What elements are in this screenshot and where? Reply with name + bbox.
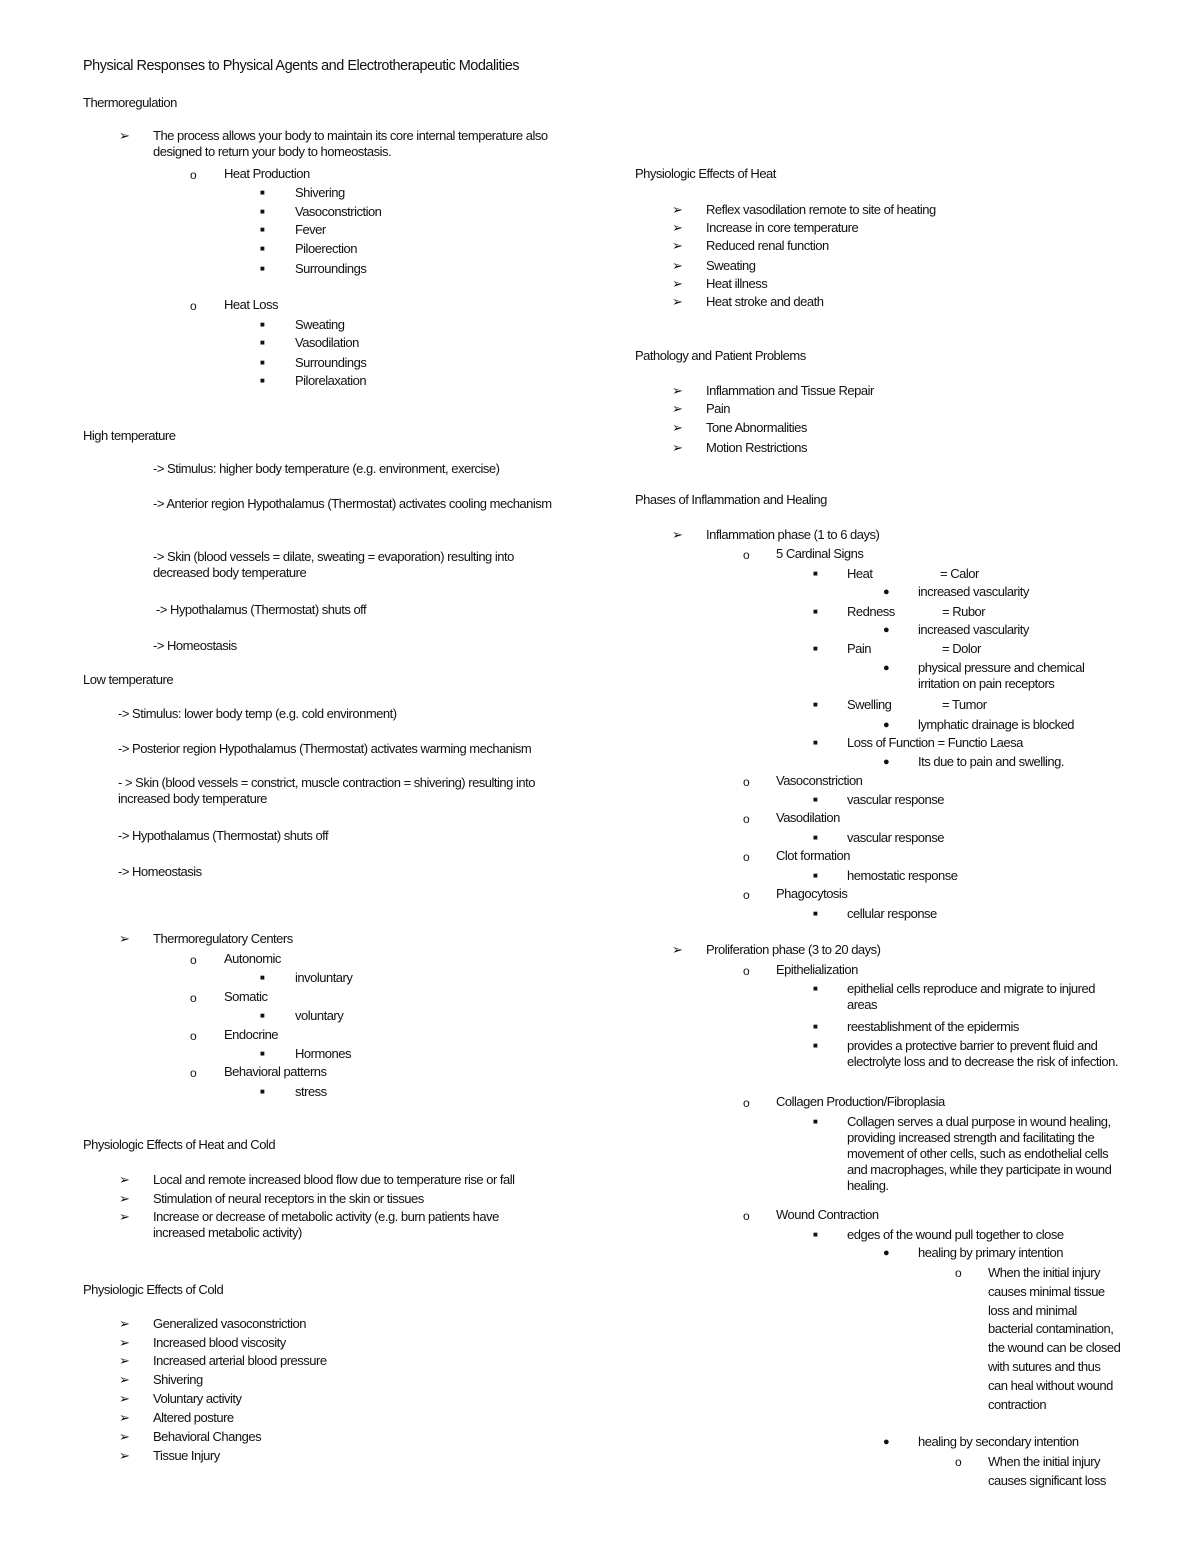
secondary-intention-label: healing by secondary intention [918,1434,1079,1449]
dot-bullet-icon: ● [883,756,890,768]
arrow-bullet-icon: ➢ [119,1172,130,1187]
list-item: Inflammation and Tissue Repair [706,383,874,398]
circle-bullet-icon: o [743,812,750,826]
square-bullet-icon: ■ [260,1087,265,1096]
dot-bullet-icon: ● [883,719,890,731]
list-item: Tissue Injury [153,1448,220,1463]
list-item: Generalized vasoconstriction [153,1316,306,1331]
arrow-bullet-icon: ➢ [672,258,683,273]
cardinal-sign-name: Pain [847,641,872,656]
arrow-bullet-icon: ➢ [672,401,683,416]
square-bullet-icon: ■ [260,376,265,385]
section-heading-thermoregulation: Thermoregulation [83,95,177,110]
square-bullet-icon: ■ [260,358,265,367]
list-item: Increased arterial blood pressure [153,1353,327,1368]
arrow-bullet-icon: ➢ [672,942,683,957]
arrow-bullet-icon: ➢ [119,1410,130,1425]
list-item: Altered posture [153,1410,234,1425]
arrow-bullet-icon: ➢ [672,383,683,398]
center-label: Somatic [224,989,268,1004]
high-step: -> Anterior region Hypothalamus (Thermostat) activates cooling mechanism [153,496,552,511]
arrow-bullet-icon: ➢ [672,294,683,309]
arrow-bullet-icon: ➢ [672,238,683,253]
arrow-bullet-icon: ➢ [119,1209,130,1224]
list-item: Surroundings [295,355,367,370]
cardinal-sign-note: Its due to pain and swelling. [918,754,1064,769]
arrow-bullet-icon: ➢ [672,527,683,542]
epithelialization-label: Epithelialization [776,962,858,977]
list-item: Heat stroke and death [706,294,824,309]
circle-bullet-icon: o [955,1455,962,1469]
square-bullet-icon: ■ [813,909,818,918]
primary-intention-text: When the initial injury causes minimal tissue loss and minimal bacterial contamination, the wound can be closed with sutures and thus can heal without wound contraction [988,1265,1121,1412]
list-item: epithelial cells reproduce and migrate to injured areas [847,981,1095,1012]
list-item: Increased blood viscosity [153,1335,286,1350]
cardinal-sign-note: increased vascularity [918,622,1029,637]
list-item: Pilorelaxation [295,373,367,388]
list-item: Increase in core temperature [706,220,859,235]
circle-bullet-icon: o [190,991,197,1005]
arrow-bullet-icon: ➢ [119,128,130,143]
dot-bullet-icon: ● [883,1247,890,1259]
section-heading-high-temperature: High temperature [83,428,176,443]
low-step: - > Skin (blood vessels = constrict, muscle contraction = shivering) resulting into increased body temperature [118,775,535,806]
list-item: Reduced renal function [706,238,829,253]
cardinal-sign-note: physical pressure and chemical irritation on pain receptors [918,660,1085,691]
list-item: Reflex vasodilation remote to site of heating [706,202,936,217]
circle-bullet-icon: o [190,1029,197,1043]
section-heading-heat-and-cold: Physiologic Effects of Heat and Cold [83,1137,276,1152]
section-heading-heat: Physiologic Effects of Heat [635,166,776,181]
wound-contraction-label: Wound Contraction [776,1207,879,1222]
arrow-bullet-icon: ➢ [672,202,683,217]
circle-bullet-icon: o [743,1096,750,1110]
list-item: Local and remote increased blood flow due to temperature rise or fall [153,1172,515,1187]
section-heading-low-temperature: Low temperature [83,672,174,687]
arrow-bullet-icon: ➢ [672,220,683,235]
high-step: -> Homeostasis [153,638,237,653]
square-bullet-icon: ■ [260,1011,265,1020]
list-item: cellular response [847,906,937,921]
cardinal-sign-latin: = Dolor [942,641,981,656]
arrow-bullet-icon: ➢ [672,440,683,455]
cardinal-sign-note: lymphatic drainage is blocked [918,717,1075,732]
inflammation-phase-label: Inflammation phase (1 to 6 days) [706,527,880,542]
dot-bullet-icon: ● [883,662,890,674]
primary-intention-label: healing by primary intention [918,1245,1063,1260]
low-step: -> Posterior region Hypothalamus (Thermostat) activates warming mechanism [118,741,532,756]
cardinal-sign-note: increased vascularity [918,584,1029,599]
square-bullet-icon: ■ [813,795,818,804]
cardinal-sign-latin: = Calor [940,566,979,581]
low-step: -> Stimulus: lower body temp (e.g. cold environment) [118,706,397,721]
collagen-label: Collagen Production/Fibroplasia [776,1094,945,1109]
square-bullet-icon: ■ [813,1230,818,1239]
square-bullet-icon: ■ [260,320,265,329]
arrow-bullet-icon: ➢ [119,1353,130,1368]
list-item: vascular response [847,792,944,807]
square-bullet-icon: ■ [260,338,265,347]
arrow-bullet-icon: ➢ [119,1429,130,1444]
circle-bullet-icon: o [743,775,750,789]
arrow-bullet-icon: ➢ [119,1316,130,1331]
section-heading-cold: Physiologic Effects of Cold [83,1282,224,1297]
high-step: -> Stimulus: higher body temperature (e.g. environment, exercise) [153,461,500,476]
cardinal-sign-name: Swelling [847,697,892,712]
heat-production-label: Heat Production [224,166,310,181]
list-item: voluntary [295,1008,344,1023]
list-item: Heat illness [706,276,768,291]
square-bullet-icon: ■ [260,973,265,982]
inflammation-response-label: Vasodilation [776,810,840,825]
list-item: provides a protective barrier to prevent fluid and electrolyte loss and to decrease the risk of infection. [847,1038,1118,1069]
circle-bullet-icon: o [743,888,750,902]
inflammation-response-label: Phagocytosis [776,886,848,901]
list-item: Increase or decrease of metabolic activity (e.g. burn patients have increased metabolic activity) [153,1209,499,1240]
square-bullet-icon: ■ [813,871,818,880]
section-heading-phases: Phases of Inflammation and Healing [635,492,827,507]
square-bullet-icon: ■ [813,984,818,993]
list-item: vascular response [847,830,944,845]
page-title: Physical Responses to Physical Agents and Electrotherapeutic Modalities [83,58,520,74]
list-item: involuntary [295,970,353,985]
arrow-bullet-icon: ➢ [119,1391,130,1406]
cardinal-sign-name: Loss of Function = Functio Laesa [847,735,1023,750]
list-item: Sweating [706,258,756,273]
circle-bullet-icon: o [955,1266,962,1280]
arrow-bullet-icon: ➢ [672,420,683,435]
secondary-intention-text: When the initial injury causes significant loss [988,1454,1106,1488]
cardinal-sign-latin: = Tumor [942,697,987,712]
list-item: reestablishment of the epidermis [847,1019,1019,1034]
inflammation-response-label: Vasoconstriction [776,773,863,788]
circle-bullet-icon: o [190,168,197,182]
list-item: Pain [706,401,731,416]
cardinal-signs-label: 5 Cardinal Signs [776,546,864,561]
square-bullet-icon: ■ [813,607,818,616]
circle-bullet-icon: o [743,850,750,864]
arrow-bullet-icon: ➢ [119,1191,130,1206]
list-item: Vasodilation [295,335,359,350]
circle-bullet-icon: o [743,1209,750,1223]
center-label: Autonomic [224,951,281,966]
list-item: Vasoconstriction [295,204,382,219]
cardinal-sign-latin: = Rubor [942,604,986,619]
square-bullet-icon: ■ [813,1041,818,1050]
list-item: Fever [295,222,326,237]
list-item: stress [295,1084,327,1099]
list-item: Stimulation of neural receptors in the skin or tissues [153,1191,424,1206]
circle-bullet-icon: o [190,1066,197,1080]
list-item: Hormones [295,1046,351,1061]
circle-bullet-icon: o [190,299,197,313]
arrow-bullet-icon: ➢ [672,276,683,291]
square-bullet-icon: ■ [260,207,265,216]
center-label: Behavioral patterns [224,1064,327,1079]
square-bullet-icon: ■ [813,833,818,842]
list-item: Surroundings [295,261,367,276]
list-item: Tone Abnormalities [706,420,807,435]
list-item: Behavioral Changes [153,1429,262,1444]
arrow-bullet-icon: ➢ [119,1372,130,1387]
dot-bullet-icon: ● [883,1436,890,1448]
square-bullet-icon: ■ [813,1022,818,1031]
square-bullet-icon: ■ [813,700,818,709]
low-step: -> Homeostasis [118,864,202,879]
inflammation-response-label: Clot formation [776,848,850,863]
square-bullet-icon: ■ [260,244,265,253]
center-label: Endocrine [224,1027,279,1042]
low-step: -> Hypothalamus (Thermostat) shuts off [118,828,329,843]
list-item: Voluntary activity [153,1391,242,1406]
square-bullet-icon: ■ [813,569,818,578]
arrow-bullet-icon: ➢ [119,931,130,946]
list-item: Piloerection [295,241,357,256]
square-bullet-icon: ■ [813,644,818,653]
list-item: Collagen serves a dual purpose in wound healing, providing increased strength and facilitating the movement of other cells, such as endothelial cells and macrophages, while they participate in wound healing. [847,1114,1112,1193]
cardinal-sign-name: Heat [847,566,873,581]
circle-bullet-icon: o [743,964,750,978]
circle-bullet-icon: o [743,548,750,562]
section-heading-pathology: Pathology and Patient Problems [635,348,806,363]
list-item: Shivering [295,185,345,200]
dot-bullet-icon: ● [883,586,890,598]
list-item: hemostatic response [847,868,958,883]
square-bullet-icon: ■ [813,738,818,747]
cardinal-sign-name: Redness [847,604,895,619]
list-item: edges of the wound pull together to close [847,1227,1064,1242]
square-bullet-icon: ■ [260,188,265,197]
square-bullet-icon: ■ [260,1049,265,1058]
square-bullet-icon: ■ [260,264,265,273]
thermoregulation-intro: The process allows your body to maintain its core internal temperature also designed to return your body to homeostasis. [153,128,548,159]
square-bullet-icon: ■ [260,225,265,234]
thermoregulatory-centers-label: Thermoregulatory Centers [153,931,293,946]
proliferation-phase-label: Proliferation phase (3 to 20 days) [706,942,881,957]
square-bullet-icon: ■ [813,1117,818,1126]
arrow-bullet-icon: ➢ [119,1335,130,1350]
list-item: Motion Restrictions [706,440,808,455]
arrow-bullet-icon: ➢ [119,1448,130,1463]
circle-bullet-icon: o [190,953,197,967]
heat-loss-label: Heat Loss [224,297,279,312]
list-item: Shivering [153,1372,203,1387]
high-step: -> Skin (blood vessels = dilate, sweating = evaporation) resulting into decreased body temperature [153,549,514,580]
dot-bullet-icon: ● [883,624,890,636]
list-item: Sweating [295,317,345,332]
high-step: -> Hypothalamus (Thermostat) shuts off [156,602,367,617]
